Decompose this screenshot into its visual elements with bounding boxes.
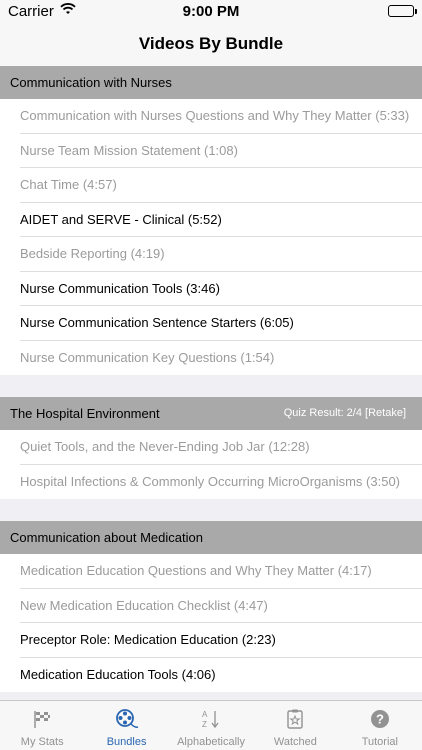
video-row[interactable]: Nurse Communication Sentence Starters (6:05) — [0, 306, 422, 341]
battery-icon — [388, 5, 414, 17]
section-rows — [0, 99, 422, 375]
tab-label: Watched — [273, 736, 317, 748]
video-row[interactable]: Nurse Communication Key Questions (1:54) — [20, 349, 275, 365]
video-row[interactable]: Nurse Communication Tools (3:46) — [0, 272, 422, 307]
quiz-result-link[interactable]: Quiz Result: 2/4 [Retake] — [283, 407, 406, 419]
sort-az-icon — [169, 708, 253, 734]
video-row[interactable]: Communication with Nurses Questions and Why They Matter (5:33) — [0, 99, 422, 134]
status-bar — [0, 0, 422, 22]
navigation-bar — [0, 22, 422, 66]
section-header — [0, 521, 422, 554]
section-gap — [0, 499, 422, 521]
video-row[interactable]: AIDET and SERVE - Clinical (5:52) — [0, 203, 422, 238]
tab-tutorial[interactable] — [338, 701, 422, 750]
status-time: 9:00 PM — [182, 3, 240, 20]
film-reel-icon — [84, 708, 168, 734]
video-row[interactable]: Medication Education Tools (4:06) — [20, 666, 216, 682]
bundle-list[interactable] — [0, 66, 422, 700]
page-title: Videos By Bundle — [138, 34, 284, 53]
tab-label: Alphabetically — [177, 736, 245, 748]
video-row[interactable]: Quiet Tools, and the Never-Ending Job Jar (12:28) — [0, 430, 422, 465]
video-row[interactable]: Bedside Reporting (4:19) — [0, 237, 422, 272]
svg-text:Z: Z — [202, 720, 207, 729]
section-rows — [0, 554, 422, 692]
svg-text:A: A — [202, 710, 208, 719]
video-row[interactable]: New Medication Education Checklist (4:47) — [0, 589, 422, 624]
tab-label: Tutorial — [361, 736, 398, 748]
video-row[interactable]: Chat Time (4:57) — [0, 168, 422, 203]
tab-bar — [0, 700, 422, 750]
section-rows — [0, 430, 422, 499]
section-header — [0, 66, 422, 99]
tab-alphabetically[interactable] — [169, 701, 253, 750]
clipboard-star-icon — [253, 708, 337, 734]
section-header — [0, 397, 422, 430]
carrier-label: Carrier — [8, 3, 54, 20]
section-title: The Hospital Environment — [10, 406, 160, 421]
tab-my-stats[interactable] — [0, 701, 84, 750]
svg-text:?: ? — [375, 711, 384, 727]
tab-bundles[interactable] — [84, 701, 168, 750]
tab-label: Bundles — [106, 736, 147, 748]
checkered-flag-icon — [0, 708, 84, 734]
section-title: Communication with Nurses — [10, 75, 172, 90]
video-row[interactable]: Hospital Infections & Commonly Occurring MicroOrganisms (3:50) — [20, 473, 401, 489]
video-row[interactable]: Preceptor Role: Medication Education (2:23) — [0, 623, 422, 658]
section-gap — [0, 375, 422, 397]
tab-watched[interactable] — [253, 701, 337, 750]
section-title: Communication about Medication — [10, 530, 203, 545]
question-icon — [338, 708, 422, 734]
tab-label: My Stats — [20, 736, 64, 748]
video-row[interactable]: Nurse Team Mission Statement (1:08) — [0, 134, 422, 169]
video-row[interactable]: Medication Education Questions and Why They Matter (4:17) — [0, 554, 422, 589]
